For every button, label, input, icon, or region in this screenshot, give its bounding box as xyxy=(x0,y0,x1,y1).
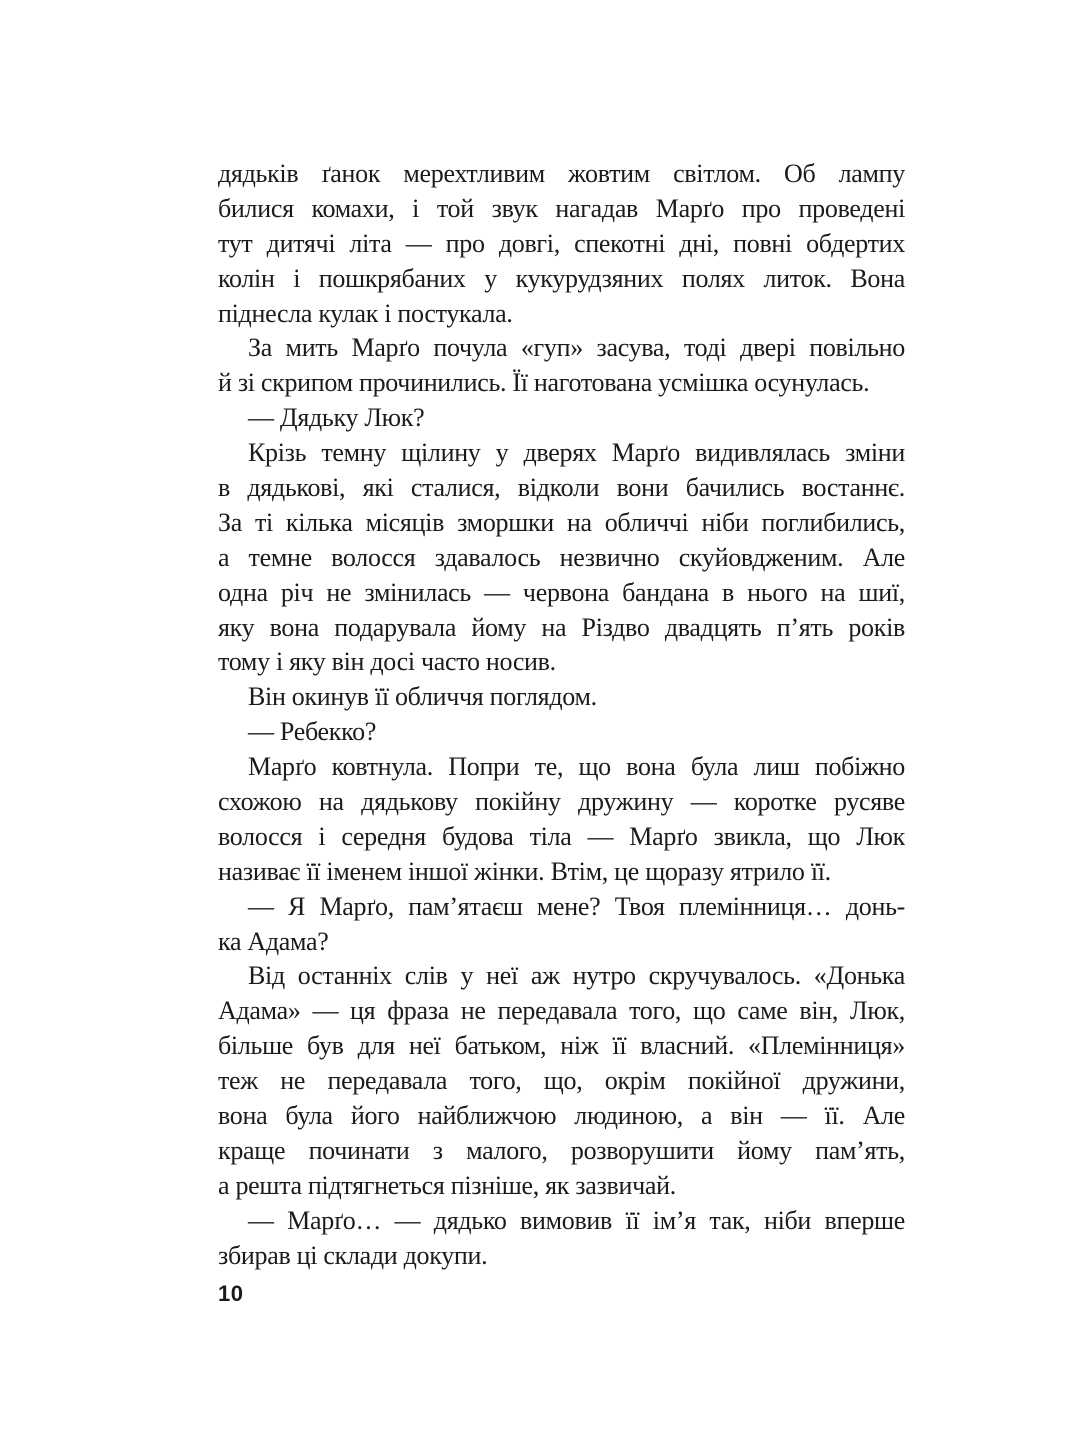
text-line: волосся і середня будова тіла — Марґо звикла, що Люк xyxy=(218,821,905,851)
paragraph xyxy=(218,157,905,331)
page-text xyxy=(218,157,905,1274)
text-line: більше був для неї батьком, ніж її власний. «Племінниця» xyxy=(218,1031,905,1061)
paragraph xyxy=(218,715,905,750)
text-line: колін і пошкрябаних у кукурудзяних полях литок. Вона xyxy=(218,263,905,293)
text-line: називає її іменем іншої жінки. Втім, це щоразу ятрило її. xyxy=(218,856,831,886)
text-line: теж не передавала того, що, окрім покійної дружини, xyxy=(218,1066,905,1096)
text-line: а темне волосся здавалось незвично скуйовдженим. Але xyxy=(218,542,905,572)
text-line: ка Адама? xyxy=(218,926,329,956)
text-line: вона була його найближчою людиною, а він — її. Але xyxy=(218,1101,905,1131)
text-line: збирав ці склади докупи. xyxy=(218,1240,488,1270)
paragraph xyxy=(218,1204,905,1274)
text-line: піднесла кулак і постукала. xyxy=(218,298,513,328)
paragraph xyxy=(218,890,905,960)
paragraph xyxy=(218,331,905,401)
text-line: Від останніх слів у неї аж нутро скручувалось. «Донька xyxy=(248,961,905,991)
text-line: — Ребекко? xyxy=(248,717,377,747)
paragraph xyxy=(218,959,905,1203)
text-line: в дядькові, які сталися, відколи вони бачились востаннє. xyxy=(218,473,905,503)
text-line: тут дитячі літа — про довгі, спекотні дні, повні обдертих xyxy=(218,228,905,258)
text-line: схожою на дядькову покійну дружину — коротке русяве xyxy=(218,787,905,817)
text-line: Марґо ковтнула. Попри те, що вона була лиш побіжно xyxy=(248,752,905,782)
page-number: 10 xyxy=(218,1281,244,1306)
text-line: — Марґо… — дядько вимовив її ім’я так, ніби вперше xyxy=(248,1205,905,1235)
text-line: тому і яку він досі часто носив. xyxy=(218,647,556,677)
text-line: краще починати з малого, розворушити йому пам’ять, xyxy=(218,1135,905,1165)
text-line: — Дядьку Люк? xyxy=(248,403,425,433)
text-line: билися комахи, і той звук нагадав Марґо про проведені xyxy=(218,193,905,223)
paragraph xyxy=(218,401,905,436)
text-line: — Я Марґо, пам’ятаєш мене? Твоя племінниця… донь- xyxy=(248,891,905,921)
text-line: яку вона подарувала йому на Різдво двадцять п’ять років xyxy=(218,612,905,642)
text-line: дядьків ґанок мерехтливим жовтим світлом. Об лампу xyxy=(218,159,905,188)
text-line: За ті кілька місяців зморшки на обличчі ніби поглибились, xyxy=(218,507,905,537)
text-line: Крізь темну щілину у дверях Марґо видивлялась зміни xyxy=(248,438,905,468)
paragraph xyxy=(218,680,905,715)
text-line: Адама» — ця фраза не передавала того, що саме він, Люк, xyxy=(218,996,905,1026)
text-line: а решта підтягнеться пізніше, як зазвичай. xyxy=(218,1170,676,1200)
paragraph xyxy=(218,750,905,890)
text-line: й зі скрипом прочинились. Її наготована усмішка осунулась. xyxy=(218,368,870,398)
text-line: одна річ не змінилась — червона бандана в нього на шиї, xyxy=(218,577,905,607)
text-line: Він окинув її обличчя поглядом. xyxy=(248,682,597,712)
paragraph xyxy=(218,436,905,680)
text-line: За мить Марґо почула «гуп» засува, тоді двері повільно xyxy=(248,333,905,363)
